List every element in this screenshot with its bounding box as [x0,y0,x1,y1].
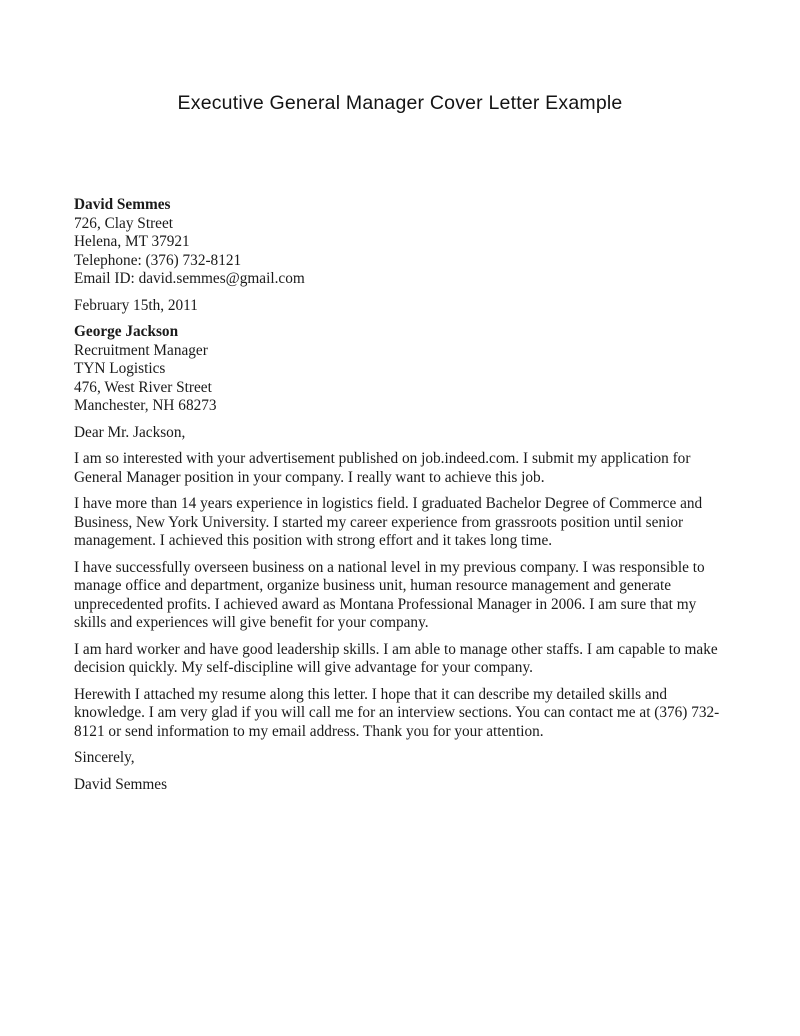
recipient-title: Recruitment Manager [74,341,208,359]
letter-date: February 15th, 2011 [74,296,198,314]
sender-block [74,196,726,289]
sender-name: David Semmes [74,196,171,213]
salutation: Dear Mr. Jackson, [74,423,186,441]
recipient-address-line-1: 476, West River Street [74,378,212,396]
paragraph-skills: I am hard worker and have good leadership skills. I am able to manage other staffs. I am capable to make decision quickly. My self-discipline will give advantage for your company. [74,640,718,676]
sender-address-line-2: Helena, MT 37921 [74,233,190,250]
recipient-name: George Jackson [74,323,179,340]
recipient-company: TYN Logistics [74,360,166,377]
signature: David Semmes [74,775,168,793]
sender-email: Email ID: david.semmes@gmail.com [74,270,305,287]
paragraph-intro: I am so interested with your advertisement published on job.indeed.com. I submit my application for General Manager position in your company. I really want to achieve this job. [74,450,691,486]
paragraph-experience: I have more than 14 years experience in logistics field. I graduated Bachelor Degree of Commerce and Business, New York University. I started my career experience from grassroots position until senior management. I achieved this position with strong effort and it takes long time. [74,495,703,549]
letter-body [74,196,726,802]
closing: Sincerely, [74,749,135,766]
sender-address-line-1: 726, Clay Street [74,214,173,232]
page-title: Executive General Manager Cover Letter Example [177,92,623,114]
sender-phone: Telephone: (376) 732-8121 [74,251,242,269]
recipient-block [74,323,726,416]
paragraph-resume: Herewith I attached my resume along this letter. I hope that it can describe my detailed skills and knowledge. I am very glad if you will call me for an interview sections. You can contact me at (376) 732-8121 or send information to my email address. Thank you for your attention. [74,685,720,740]
closing-block [74,749,726,794]
date-block [74,297,726,316]
paragraph-achievements: I have successfully overseen business on a national level in my previous company. I was responsible to manage office and department, organize business unit, human resource management and generate unprecedented profits. I achieved award as Montana Professional Manager in 2006. I am sure that my skills and experiences will give benefit for your company. [74,558,705,631]
recipient-address-line-2: Manchester, NH 68273 [74,397,217,414]
